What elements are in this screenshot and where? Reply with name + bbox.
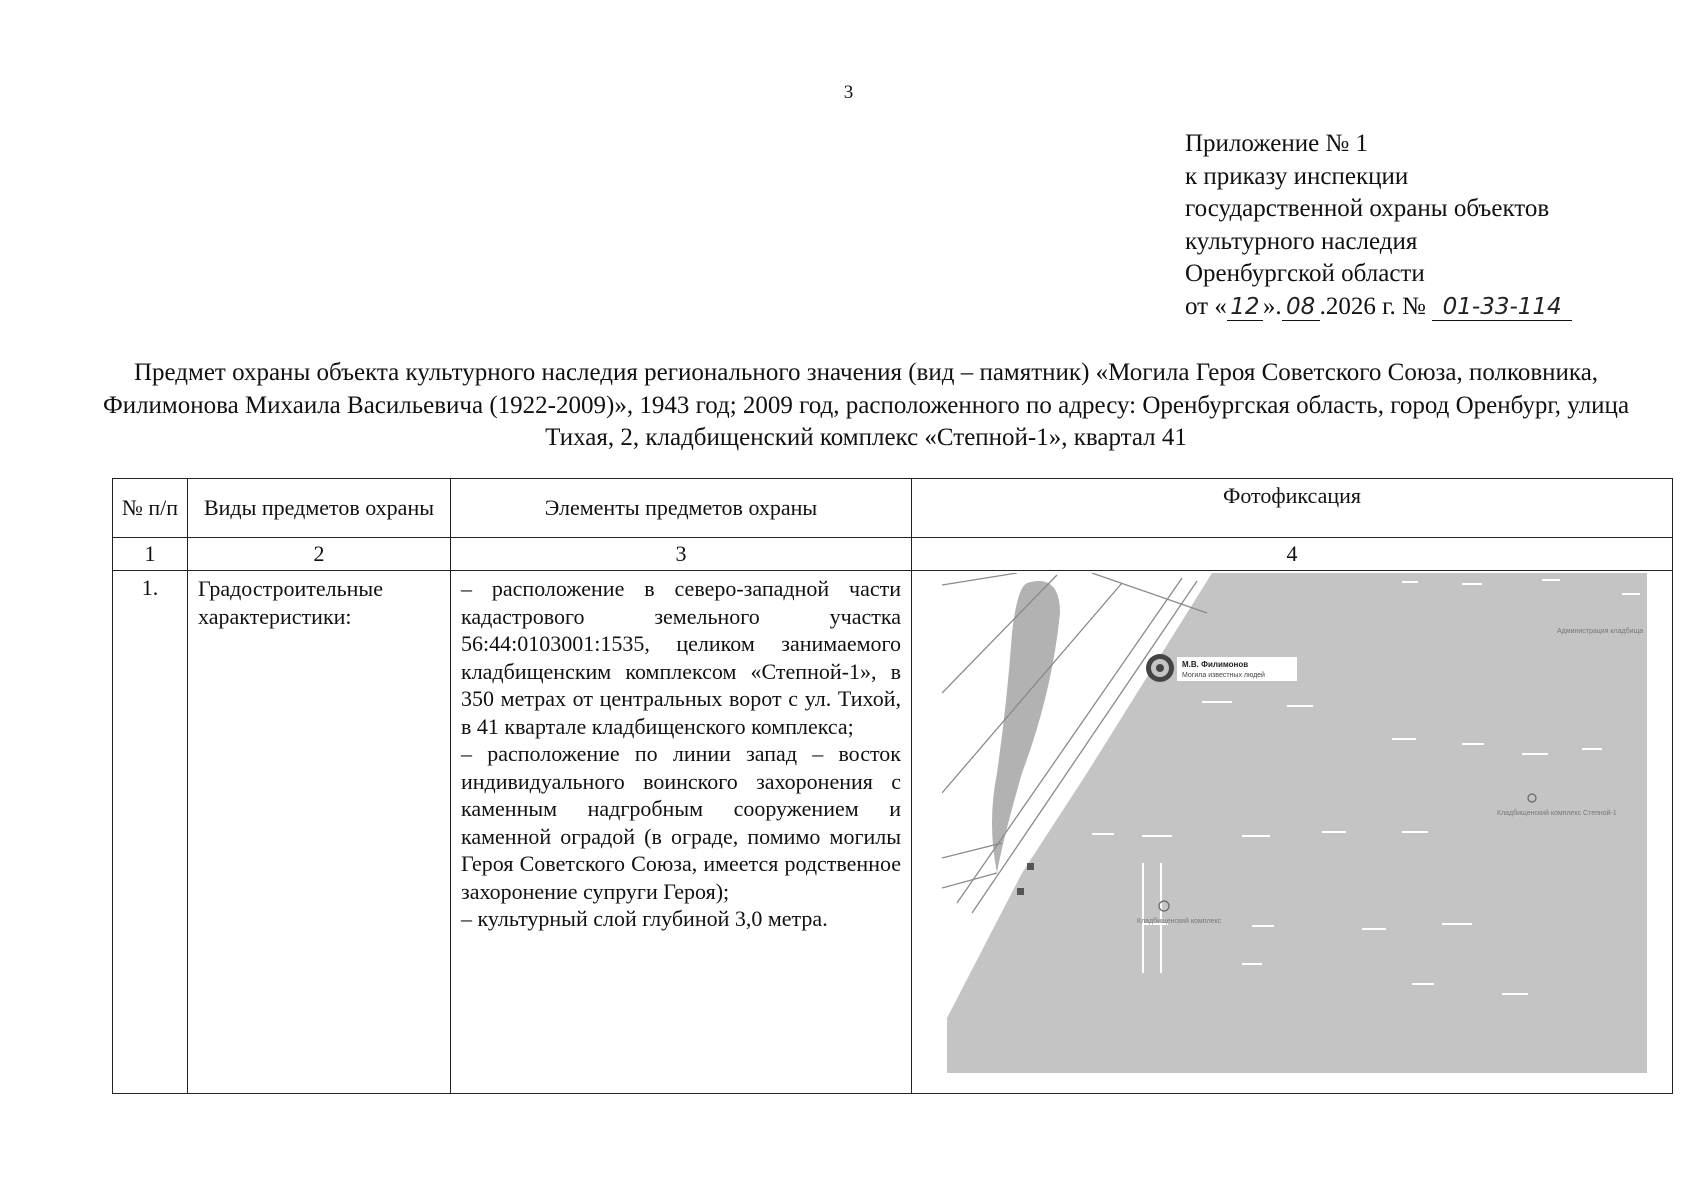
pin-subtitle: Могила известных людей (1182, 672, 1265, 679)
appendix-line: государственной охраны объектов (1185, 195, 1550, 222)
column-number-row (113, 538, 1673, 571)
appendix-line: к приказу инспекции (1185, 162, 1409, 190)
date-prefix: от « (1185, 292, 1227, 320)
location-map (942, 573, 1647, 1073)
row-type: Градостроительные характеристики: (188, 571, 451, 1094)
appendix-block (1185, 128, 1572, 323)
protection-table (112, 478, 1673, 1094)
poi-label-right: Кладбищенский комплекс Степной-1 (1497, 810, 1617, 817)
row-elements (451, 571, 912, 1094)
document-title: Предмет охраны объекта культурного наследия регионального значения (вид – памятник) «Могила Героя Советского Союза, полковника, Филимонова Михаила Васильевича (1922-2009)», 1943 год; 2009 год, расположенного по адресу: Оренбургская область, город Оренбург, улица Тихая, 2, кладбищенский комплекс «Степной-1», квартал 41 (102, 359, 1630, 451)
element-item: – культурный слой глубиной 3,0 метра. (461, 906, 828, 931)
column-number: 2 (188, 538, 451, 571)
element-item: – расположение по линии запад – восток индивидуального воинского захоронения с каменным надгробным сооружением и каменной оградой (в ограде, помимо могилы Героя Советского Союза, имеется родственное захоронение супруги Героя); (461, 741, 901, 904)
photo-cell (912, 571, 1673, 1094)
appendix-date-line (1185, 291, 1572, 324)
column-number: 1 (113, 538, 188, 571)
handwritten-order-number: 01-33-114 (1432, 294, 1572, 321)
header-types: Виды предметов охраны (188, 479, 451, 538)
header-elements: Элементы предметов охраны (451, 479, 912, 538)
handwritten-month: 08 (1282, 294, 1320, 321)
poi-label-top-right: Администрация кладбища (1557, 628, 1644, 635)
handwritten-day: 12 (1227, 294, 1263, 321)
header-photo: Фотофиксация (912, 479, 1673, 538)
table-row (113, 571, 1673, 1094)
poi-label-center: Кладбищенский комплекс (1137, 918, 1222, 925)
page-number: 3 (843, 82, 854, 103)
appendix-line: культурного наследия (1185, 227, 1418, 255)
map-pin-filimonov (1146, 654, 1297, 682)
date-close: ». (1262, 292, 1282, 320)
element-item: – расположение в северо-западной части кадастрового земельного участка 56:44:0103001:1535, целиком занимаемого кладбищенским комплексом «Степной-1», в 350 метрах от центральных ворот с ул. Тихой, в 41 квартале кладбищенского комплекса; (461, 576, 901, 739)
table-header-row (113, 479, 1673, 538)
pin-title: М.В. Филимонов (1182, 660, 1249, 669)
header-number: № п/п (113, 479, 188, 538)
column-number: 3 (451, 538, 912, 571)
date-year: .2026 г. № (1319, 292, 1426, 320)
row-number: 1. (113, 571, 188, 1094)
column-number: 4 (912, 538, 1673, 571)
appendix-line: Приложение № 1 (1185, 130, 1369, 157)
appendix-line: Оренбургской области (1185, 260, 1425, 287)
